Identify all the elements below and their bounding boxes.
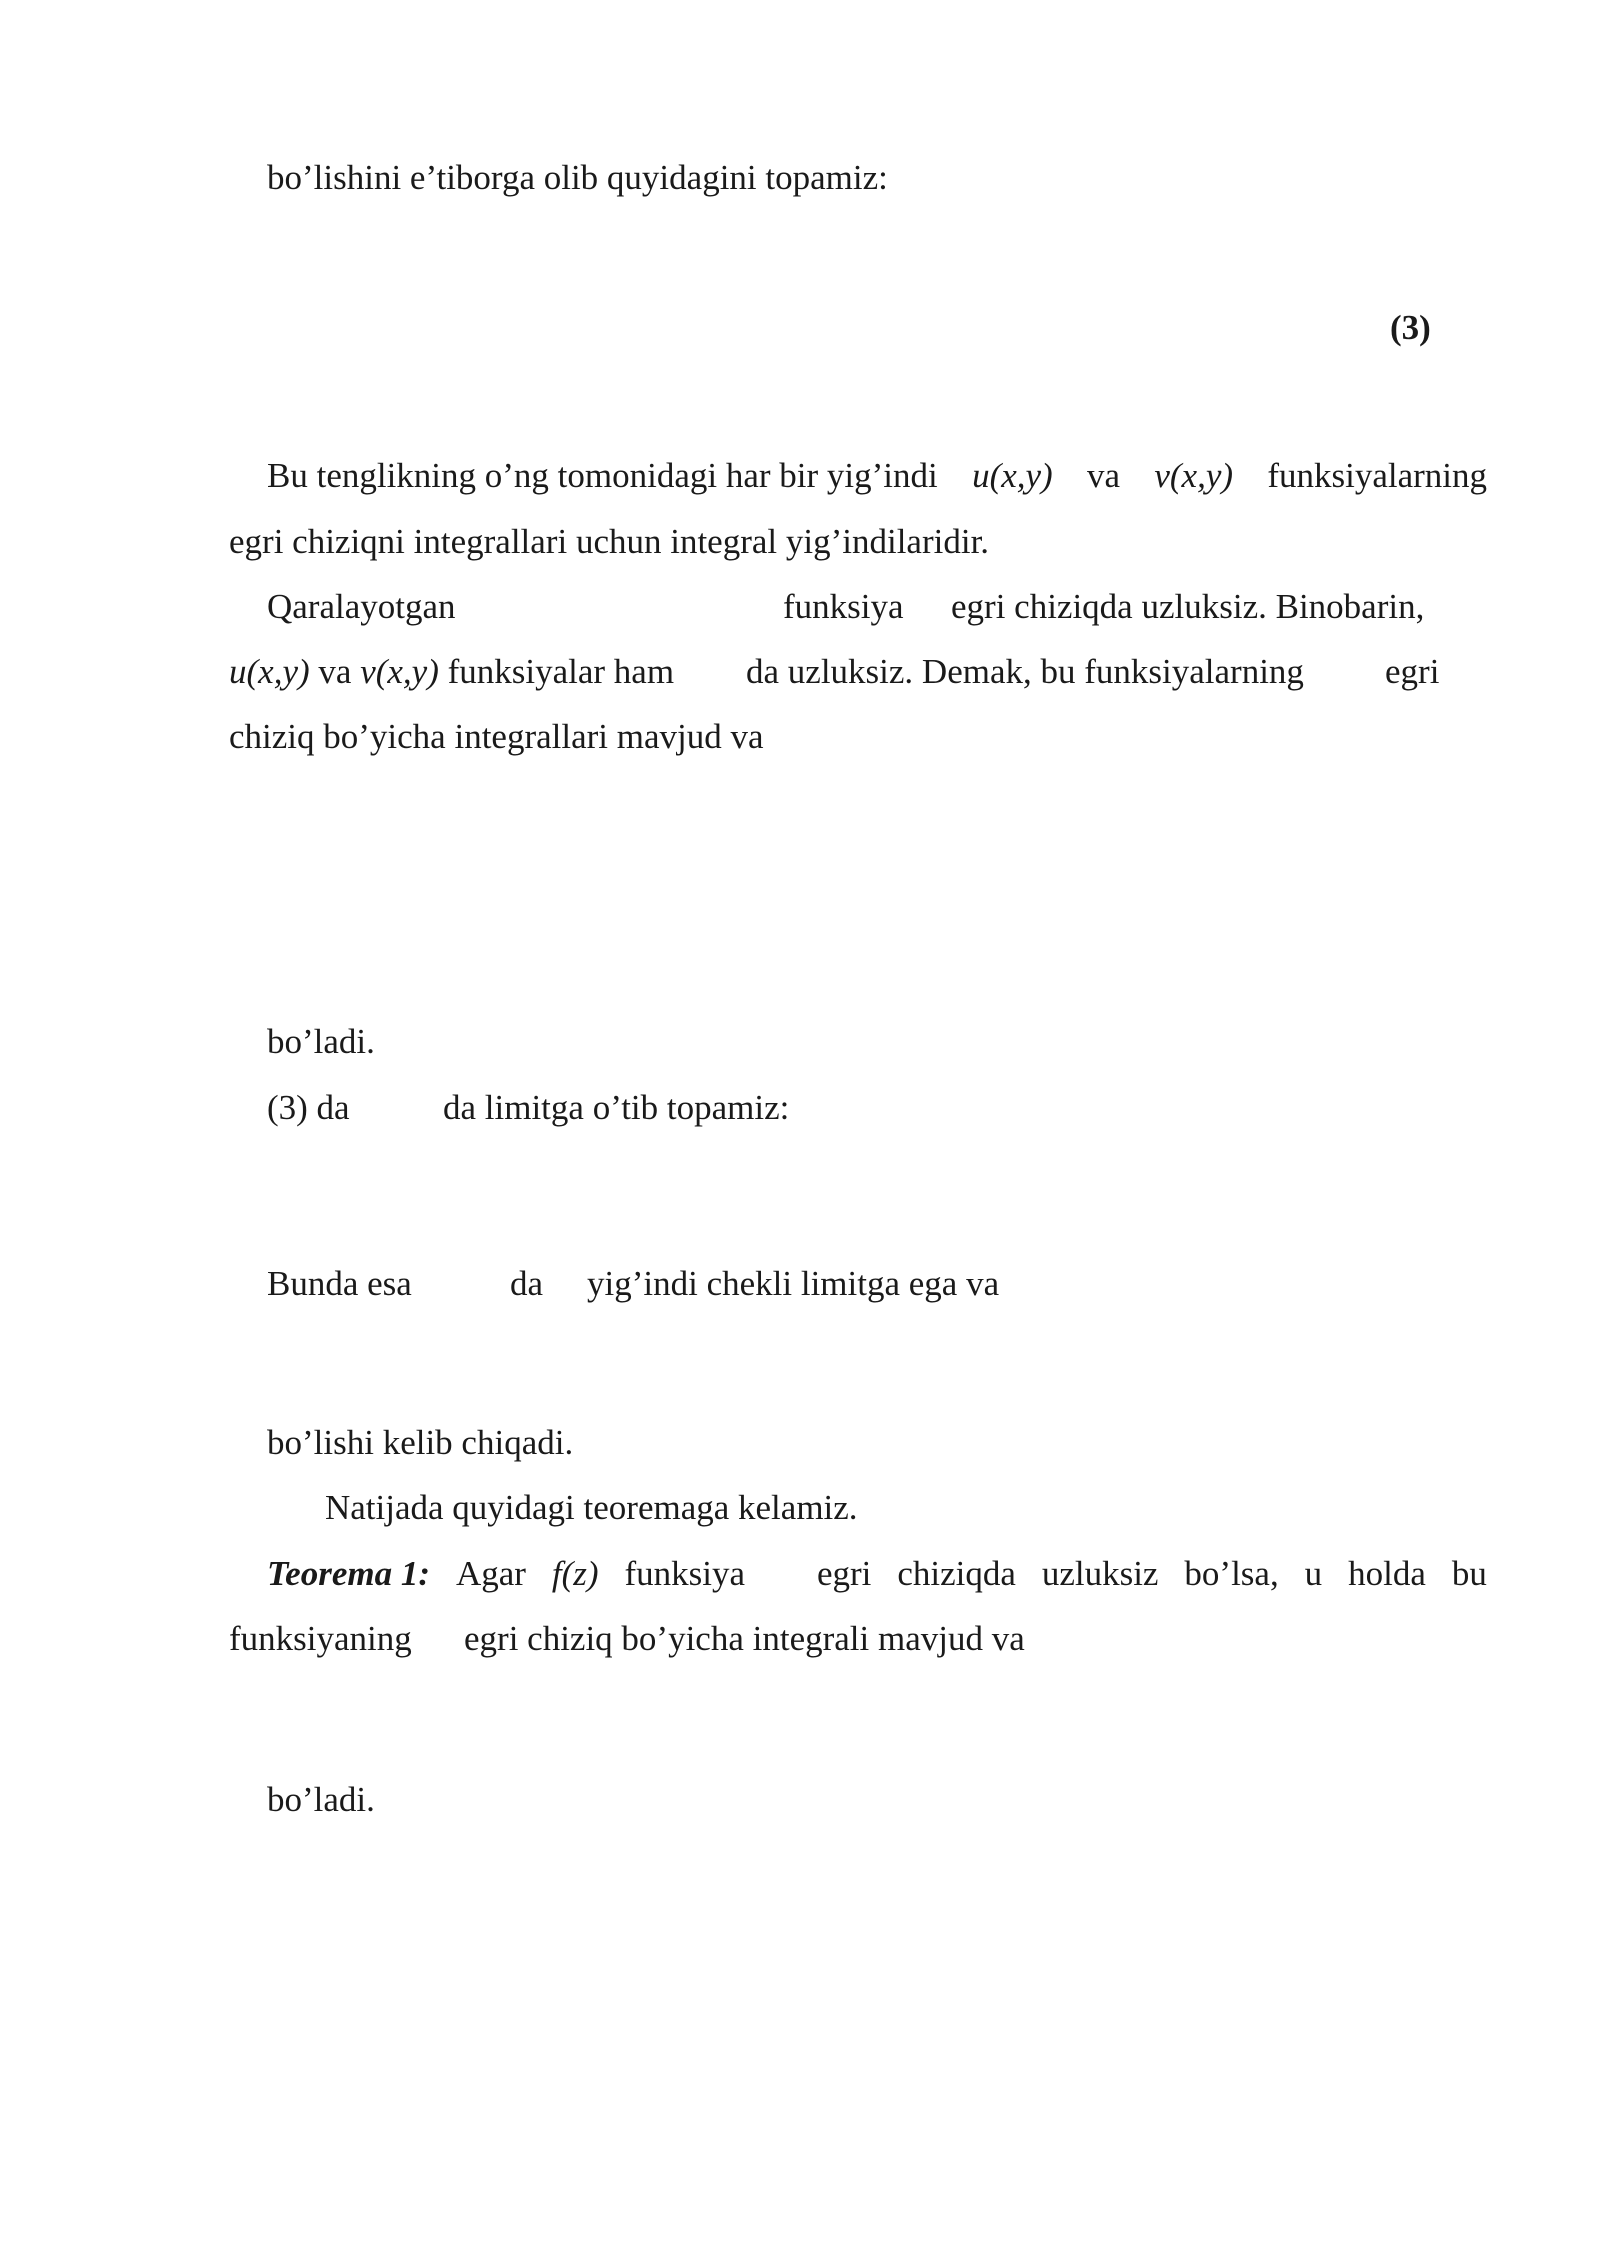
paragraph-line: egri chiziqni integrallari uchun integral yig’indilaridir. bbox=[229, 522, 990, 561]
text: u bbox=[1304, 1554, 1323, 1593]
text: yig’indi chekli limitga ega va bbox=[587, 1264, 1000, 1303]
text: da uzluksiz. Demak, bu funksiyalarning bbox=[746, 652, 1304, 691]
paragraph-line: bo’ladi. bbox=[267, 1780, 375, 1819]
text: funksiya bbox=[624, 1554, 746, 1593]
text: chiziqda bbox=[897, 1554, 1016, 1593]
theorem-label: Teorema 1: bbox=[267, 1554, 430, 1593]
paragraph-line: bo’lishini e’tiborga olib quyidagini topamiz: bbox=[267, 158, 888, 197]
text: funksiyalar ham bbox=[447, 652, 675, 691]
math-v: v(x,y) bbox=[1154, 456, 1234, 495]
text: egri bbox=[816, 1554, 872, 1593]
math-v: v(x,y) bbox=[360, 652, 439, 691]
text: da bbox=[510, 1264, 544, 1303]
paragraph-line bbox=[229, 654, 674, 689]
text: Agar bbox=[455, 1554, 526, 1593]
paragraph-line: chiziq bo’yicha integrallari mavjud va bbox=[229, 717, 764, 756]
text: egri chiziq bo’yicha integrali mavjud va bbox=[464, 1619, 1025, 1658]
theorem-line bbox=[267, 1556, 1487, 1591]
text: funksiya bbox=[783, 587, 904, 626]
math-f: f(z) bbox=[551, 1554, 599, 1593]
math-u: u(x,y) bbox=[229, 652, 310, 691]
paragraph-line bbox=[267, 458, 1487, 493]
text: (3) da bbox=[267, 1088, 350, 1127]
text: Qaralayotgan bbox=[267, 587, 456, 626]
text: bo’lsa, bbox=[1184, 1554, 1279, 1593]
equation-number: (3) bbox=[1390, 308, 1431, 347]
text: Bu tenglikning o’ng tomonidagi har bir yig’indi bbox=[267, 456, 938, 495]
text: egri bbox=[1385, 652, 1440, 691]
text: funksiyaning bbox=[229, 1619, 412, 1658]
text: Bunda esa bbox=[267, 1264, 412, 1303]
text: va bbox=[1087, 456, 1121, 495]
paragraph-line: Natijada quyidagi teoremaga kelamiz. bbox=[325, 1488, 858, 1527]
paragraph-line: bo’lishi kelib chiqadi. bbox=[267, 1423, 574, 1462]
text: da limitga o’tib topamiz: bbox=[443, 1088, 790, 1127]
text: bu bbox=[1451, 1554, 1487, 1593]
text: holda bbox=[1348, 1554, 1426, 1593]
math-u: u(x,y) bbox=[972, 456, 1053, 495]
text: funksiyalarning bbox=[1267, 456, 1487, 495]
paragraph-line: bo’ladi. bbox=[267, 1022, 375, 1061]
text: va bbox=[318, 652, 352, 691]
text: uzluksiz bbox=[1041, 1554, 1159, 1593]
text: egri chiziqda uzluksiz. Binobarin, bbox=[951, 587, 1425, 626]
